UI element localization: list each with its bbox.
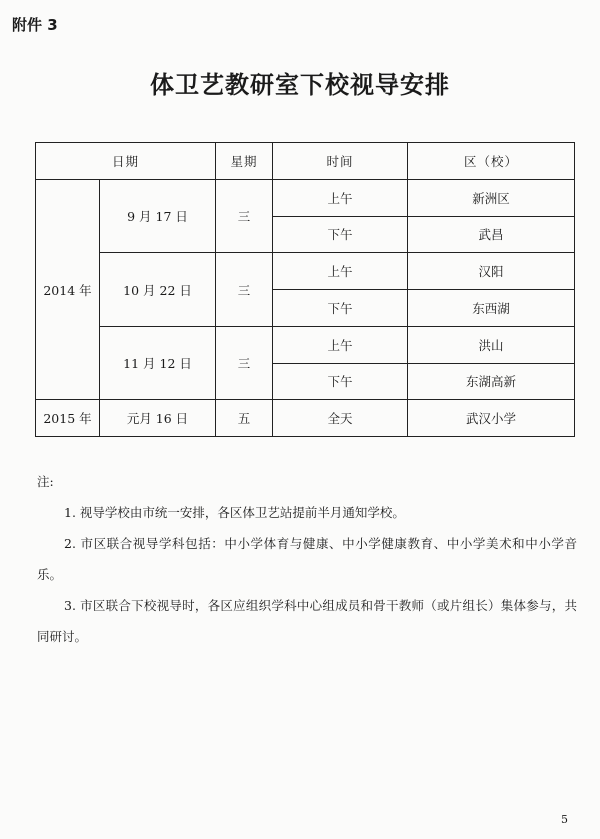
time-cell: 下午 (273, 290, 408, 327)
date-cell: 11 月 12 日 (100, 326, 216, 400)
time-cell: 上午 (273, 179, 408, 216)
note-item: 2. 市区联合视导学科包括：中小学体育与健康、中小学健康教育、中小学美术和中小学音乐。 (37, 536, 577, 582)
time-cell: 下午 (273, 216, 408, 253)
note-item: 3. 市区联合下校视导时，各区应组织学科中心组成员和骨干教师（或片组长）集体参与，共同研讨。 (37, 598, 577, 644)
district-cell: 武昌 (408, 216, 575, 253)
header-district: 区（校） (408, 143, 575, 180)
year-cell-2015: 2015 年 (36, 400, 100, 437)
schedule-table (35, 142, 575, 437)
district-cell: 汉阳 (408, 253, 575, 290)
date-cell: 10 月 22 日 (100, 253, 216, 327)
time-cell: 上午 (273, 326, 408, 363)
table-header-row (36, 143, 575, 180)
note-item: 1. 视导学校由市统一安排，各区体卫艺站提前半月通知学校。 (64, 505, 405, 520)
year-cell-2014: 2014 年 (36, 179, 100, 400)
weekday-cell: 三 (216, 253, 273, 327)
header-weekday: 星期 (216, 143, 273, 180)
table-row (36, 253, 575, 290)
district-cell: 洪山 (408, 326, 575, 363)
page-number: 5 (561, 813, 568, 826)
header-date: 日期 (36, 143, 216, 180)
notes-heading: 注: (37, 474, 54, 489)
district-cell: 新洲区 (408, 179, 575, 216)
notes-section (37, 466, 577, 652)
page-title: 体卫艺教研室下校视导安排 (150, 70, 450, 99)
date-cell: 9 月 17 日 (100, 179, 216, 253)
weekday-cell: 三 (216, 179, 273, 253)
table-row (36, 400, 575, 437)
date-cell: 元月 16 日 (100, 400, 216, 437)
time-cell: 上午 (273, 253, 408, 290)
district-cell: 东西湖 (408, 290, 575, 327)
header-time: 时间 (273, 143, 408, 180)
attachment-label: 附件 3 (12, 16, 58, 34)
district-cell: 武汉小学 (408, 400, 575, 437)
weekday-cell: 三 (216, 326, 273, 400)
weekday-cell: 五 (216, 400, 273, 437)
table-row (36, 179, 575, 216)
table-row (36, 326, 575, 363)
district-cell: 东湖高新 (408, 363, 575, 400)
time-cell: 下午 (273, 363, 408, 400)
time-cell: 全天 (273, 400, 408, 437)
